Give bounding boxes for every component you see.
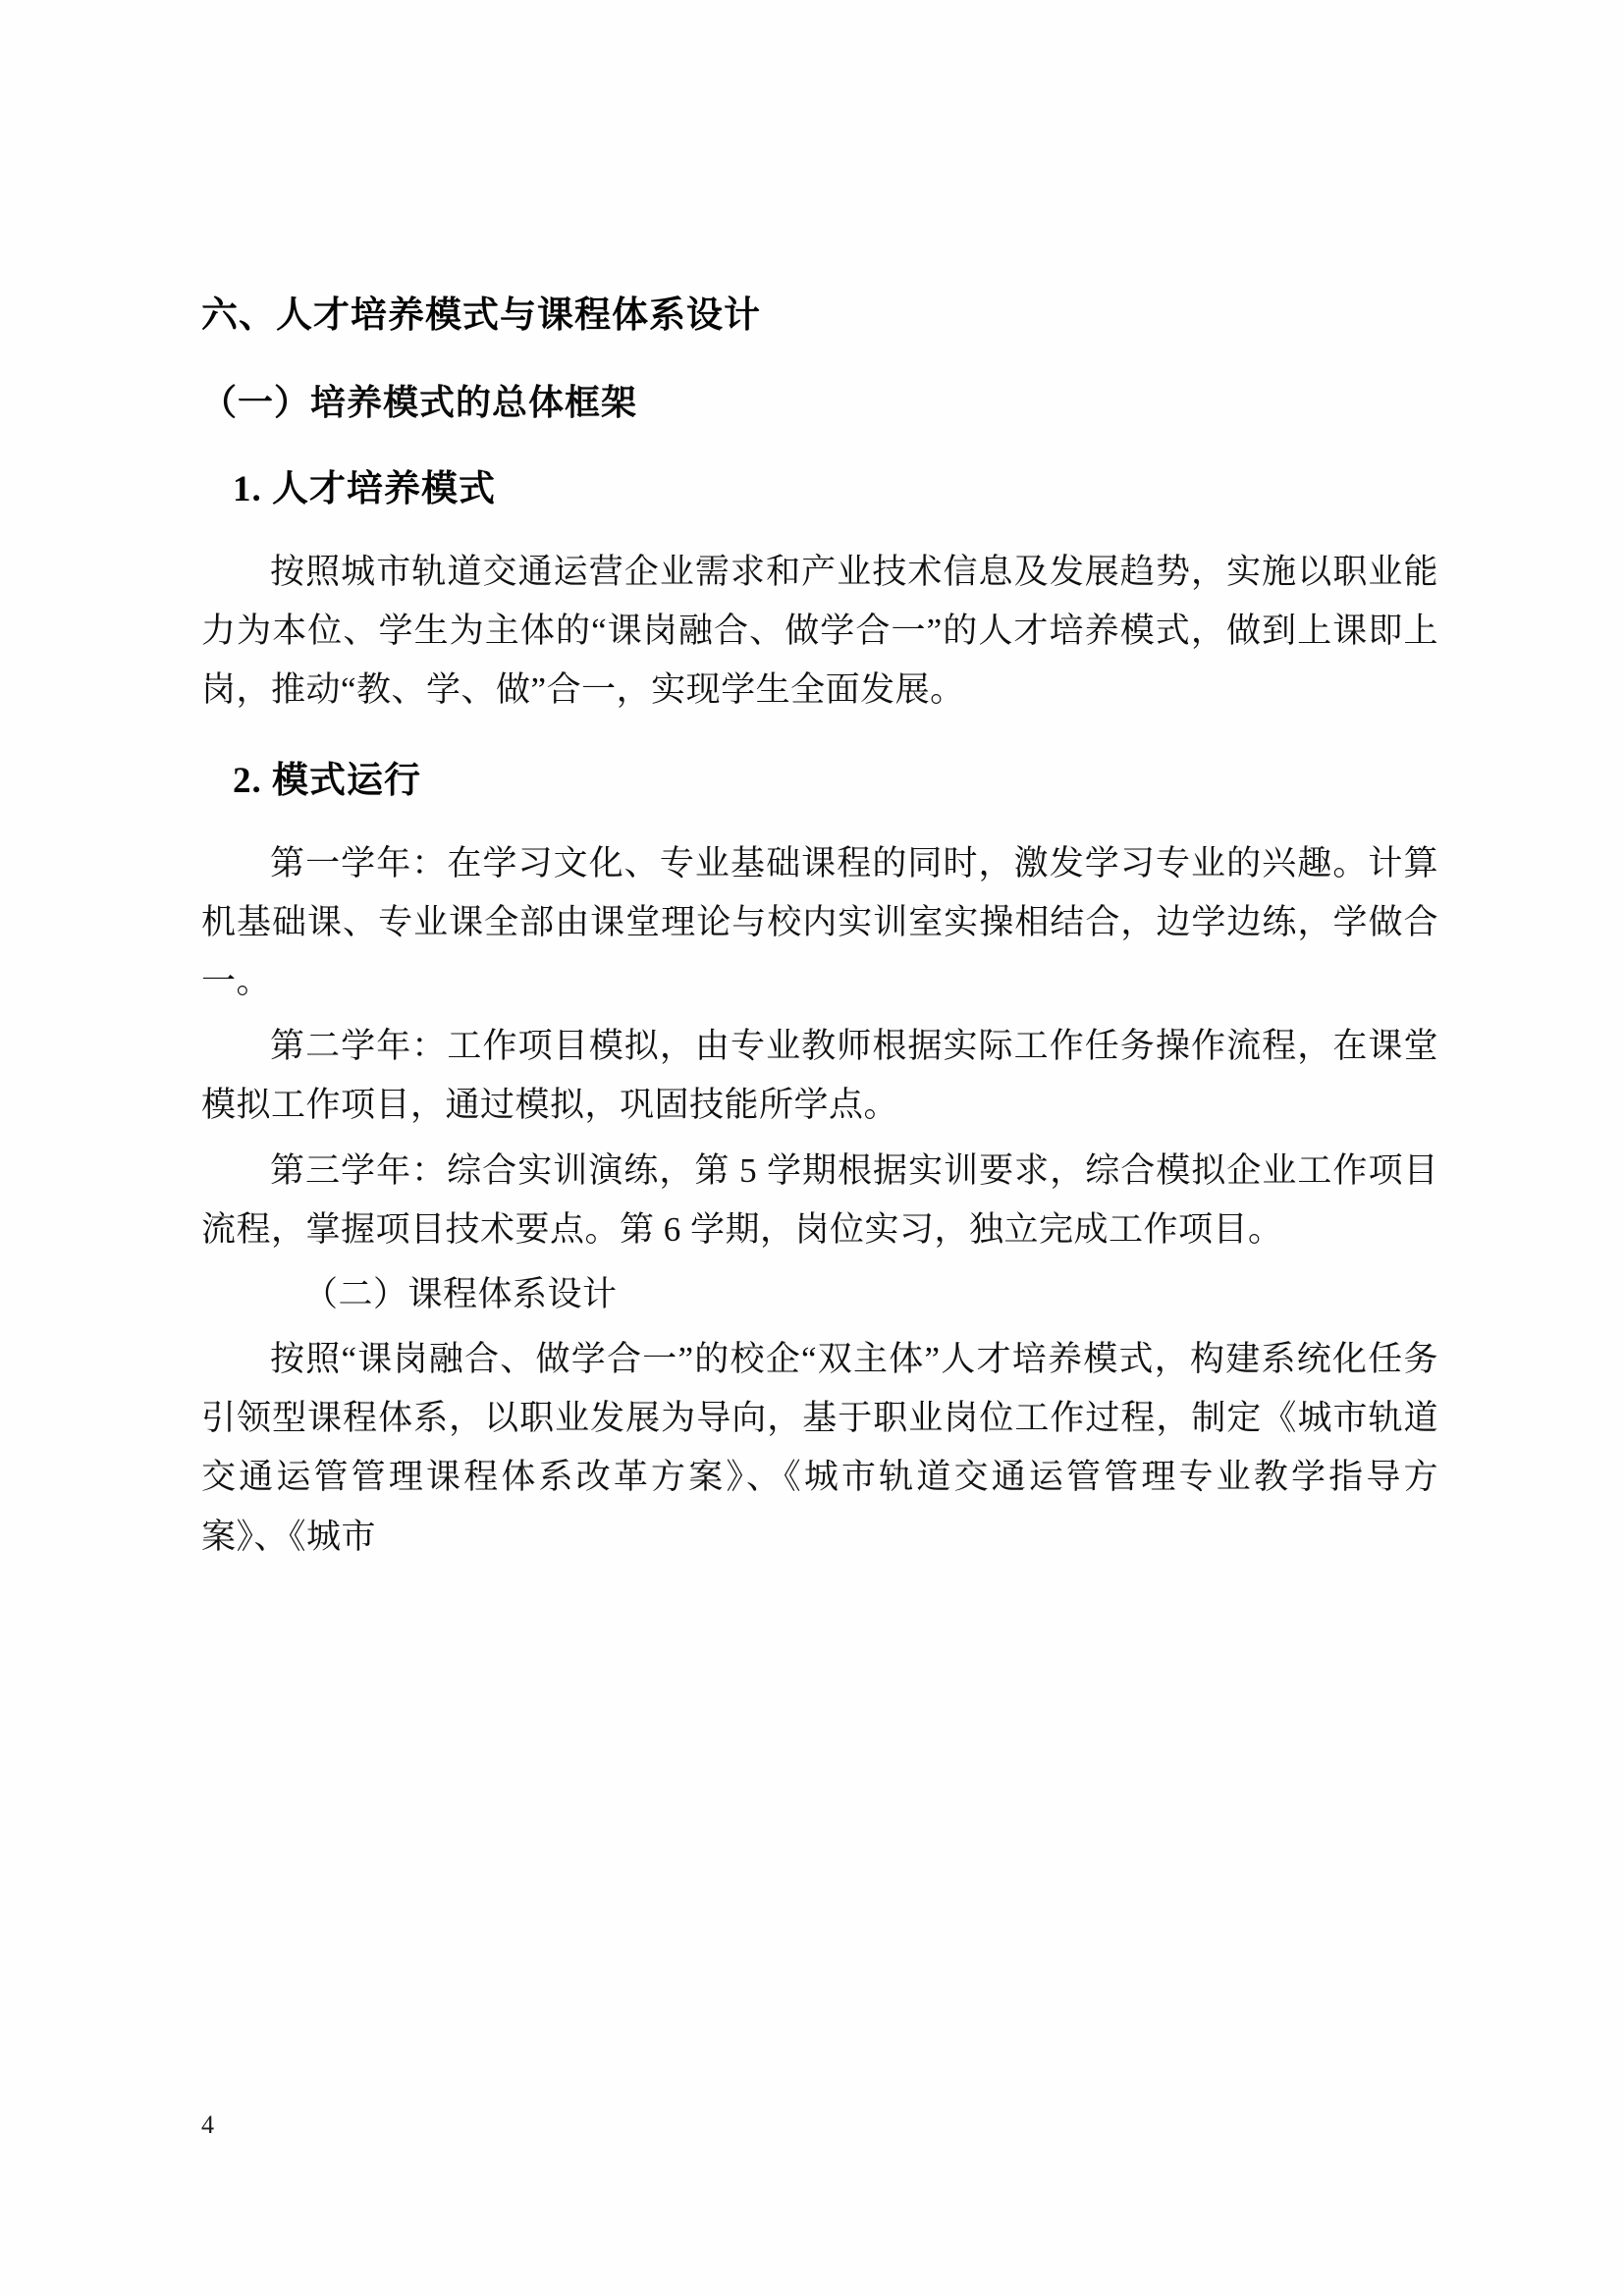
item-2-paragraph-3: 第三学年：综合实训演练，第 5 学期根据实训要求，综合模拟企业工作项目流程，掌握项目技术要点。第 6 学期，岗位实习，独立完成工作项目。 bbox=[201, 1150, 1438, 1249]
subsection-heading-one: （一）培养模式的总体框架 bbox=[201, 383, 638, 422]
item-heading-2: 2. 模式运行 bbox=[233, 760, 421, 801]
page-number: 4 bbox=[201, 2110, 214, 2139]
item-1-paragraph: 按照城市轨道交通运营企业需求和产业技术信息及发展趋势，实施以职业能力为本位、学生为主体的“课岗融合、做学合一”的人才培养模式，做到上课即上岗，推动“教、学、做”合一，实现学生全面发展。 bbox=[201, 553, 1438, 710]
item-heading-1: 1. 人才培养模式 bbox=[233, 469, 496, 509]
subsection-heading-two: （二）课程体系设计 bbox=[303, 1274, 618, 1313]
item-2-paragraph-1: 第一学年：在学习文化、专业基础课程的同时，激发学习专业的兴趣。计算机基础课、专业课全部由课堂理论与校内实训室实操相结合，边学边练，学做合一。 bbox=[201, 843, 1438, 1000]
page-title: 六、人才培养模式与课程体系设计 bbox=[201, 294, 761, 336]
subsection-two-paragraph: 按照“课岗融合、做学合一”的校企“双主体”人才培养模式，构建系统化任务引领型课程体系，以职业发展为导向，基于职业岗位工作过程，制定《城市轨道交通运管管理课程体系改革方案》、《城市轨道交通运管管理专业教学指导方案》、《城市 bbox=[201, 1340, 1438, 1556]
document-body bbox=[201, 285, 1438, 1573]
item-2-paragraph-2: 第二学年：工作项目模拟，由专业教师根据实际工作任务操作流程，在课堂模拟工作项目，通过模拟，巩固技能所学点。 bbox=[201, 1027, 1438, 1125]
